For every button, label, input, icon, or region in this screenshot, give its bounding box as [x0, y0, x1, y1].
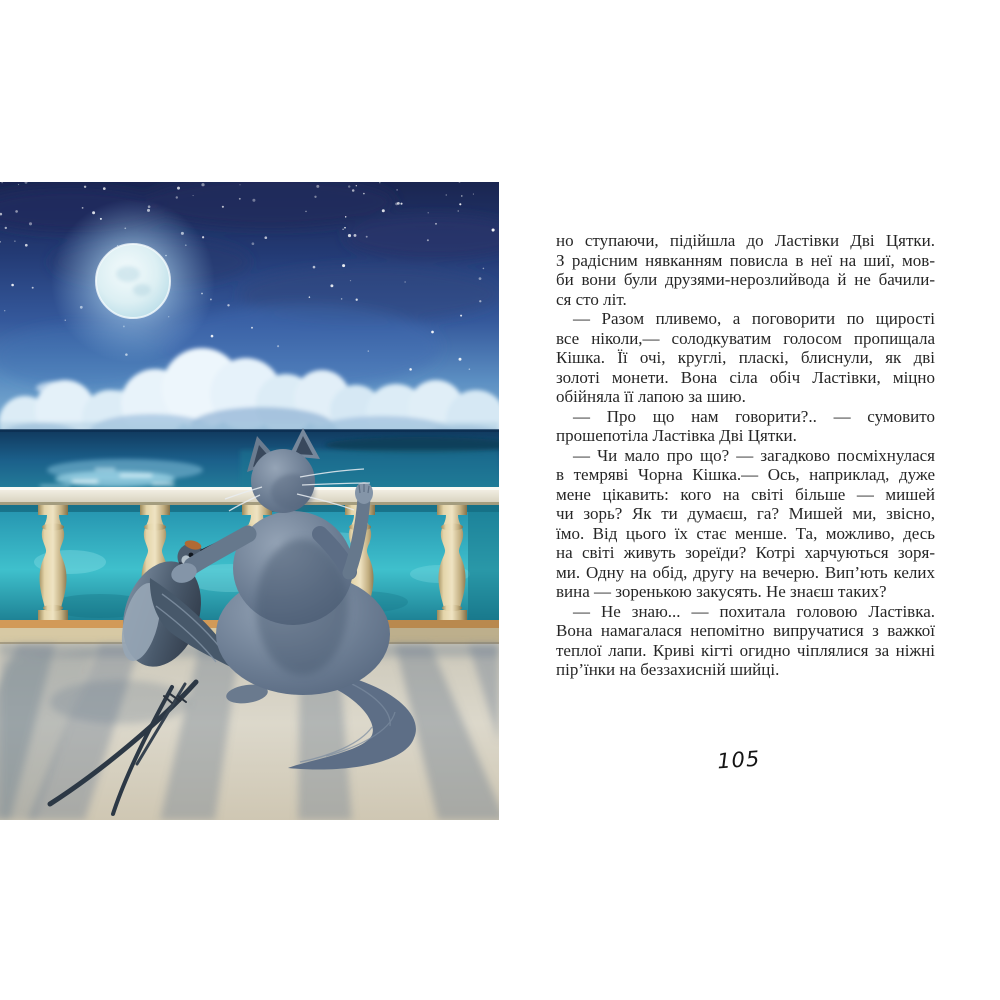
night-sea [0, 429, 499, 490]
story-text [556, 231, 935, 680]
text-line: прошепотіла Ластівка Дві Цятки. [556, 426, 797, 445]
text-line: мене цікавить: кого на світі більше — мишей [556, 484, 935, 504]
text-line: золоті монети. Вона сіла обіч Ластівки, міцно [556, 367, 935, 387]
text-line: їмо. Від цього їх стає менше. Та, можливо, десь [556, 523, 935, 543]
text-line: Вона намагалася непомітно випручатися з важкої [556, 621, 935, 640]
text-line: — Разом пливемо, а поговорити по щирості [573, 309, 935, 328]
text-line: в темряві Чорна Кішка.— Ось, наприклад, дуже [556, 465, 935, 484]
text-line: на світі живуть зореїди? Котрі харчуються зоря- [556, 543, 935, 562]
text-line: вина — зоренькою закусять. Не знаєш таких? [556, 582, 887, 601]
text-line: теплої лапи. Криві кігті огидно чіплялися за ніжні [556, 640, 935, 660]
text-line: — Чи мало про що? — загадково посміхнулася [573, 445, 935, 465]
text-line: би вони були друзями-нерозлийвода й не бачили- [556, 270, 935, 289]
text-line: ся сто літ. [556, 289, 627, 309]
text-line: З радісним нявканням повисла в неї на шиї, мов- [556, 250, 935, 270]
text-line: все ніколи,— солодкуватим голосом пропищала [556, 328, 935, 348]
text-line: обійняла її лапою за шию. [556, 387, 746, 406]
page-number: 105 [716, 746, 762, 774]
text-line: — Про що нам говорити?.. — сумовито [573, 406, 935, 426]
illustration-night-cat-and-swallow [0, 182, 499, 820]
text-line: пір’їнки на беззахисній шийці. [556, 660, 780, 679]
full-moon-icon [51, 199, 215, 363]
text-line: чи зорь? Як ти думаєш, га? Мишей ми, звісно, [556, 504, 935, 523]
text-line: — Не знаю... — похитала головою Ластівка. [573, 601, 935, 621]
text-line: Кішка. Її очі, круглі, пласкі, блиснули, як дві [556, 348, 935, 367]
text-line: но ступаючи, підійшла до Ластівки Дві Цятки. [556, 231, 935, 250]
text-line: ми. Одну на обід, другу на вечерю. Вип’ють келих [556, 562, 935, 582]
